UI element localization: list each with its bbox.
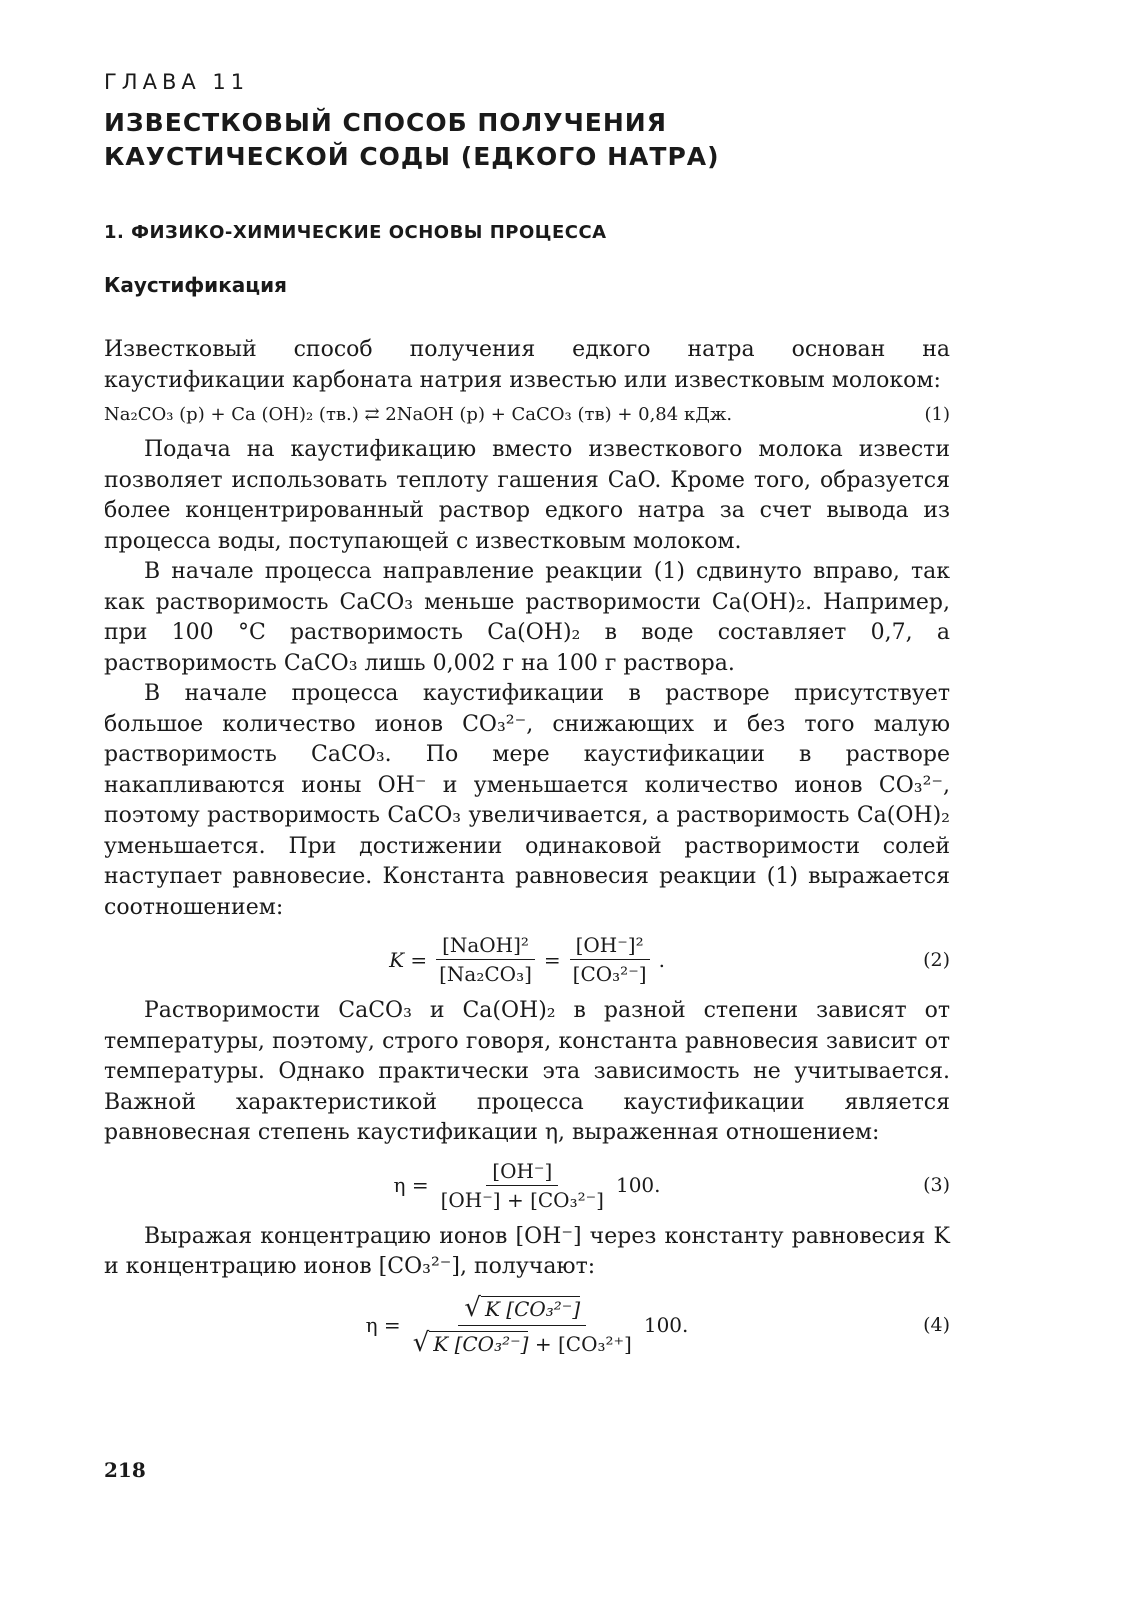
equation-4-denominator-root-symbol: √	[412, 1327, 430, 1358]
equation-1-number: (1)	[924, 404, 950, 425]
paragraph-express-concentration: Выражая концентрацию ионов [OH⁻] через константу равновесия K и концентрацию ионов [CO₃²⁻], получают:	[104, 1223, 950, 1279]
equation-3-numerator: [OH⁻]	[486, 1159, 558, 1186]
equation-1-text: Na₂CO₃ (р) + Ca (OH)₂ (тв.) ⇄ 2NaOH (р) + CaCO₃ (тв) + 0,84 кДж.	[104, 404, 733, 425]
equation-4-numerator-radicand: K [CO₃²⁻]	[481, 1296, 580, 1321]
equation-4-numerator	[458, 1293, 586, 1326]
equation-1	[104, 404, 950, 425]
equation-3-denominator: [OH⁻] + [CO₃²⁻]	[440, 1187, 604, 1212]
paragraph-lime-supply: Подача на каустификацию вместо известкового молока извести позволяет использовать теплоту гашения CaO. Кроме того, образуется более концентрированный раствор едкого натра за счет вывода из процесса воды, поступающей с известковым молоком.	[104, 437, 950, 554]
section-title: 1. ФИЗИКО-ХИМИЧЕСКИЕ ОСНОВЫ ПРОЦЕССА	[104, 222, 607, 243]
page-content	[104, 60, 950, 1368]
equation-2-equals: =	[543, 947, 561, 972]
equation-4-denominator-tail: + [CO₃²⁺]	[534, 1331, 632, 1356]
chapter-label: ГЛАВА 11	[104, 70, 250, 94]
equation-4-tail: 100.	[643, 1313, 689, 1337]
equation-4-denominator-radicand: K [CO₃²⁻]	[429, 1331, 528, 1356]
equation-4-fraction	[407, 1293, 638, 1358]
paragraph-equilibrium: В начале процесса каустификации в растворе присутствует большое количество ионов CO₃²⁻, снижающих и без того малую растворимость CaCO₃. По мере каустификации в растворе накапливаются ионы OH⁻ и уменьшается количество ионов CO₃²⁻, поэтому растворимость CaCO₃ увеличивается, а растворимость Ca(OH)₂ уменьшается. При достижении одинаковой растворимости солей наступает равновесие. Константа равновесия реакции (1) выражается соотношением:	[104, 681, 950, 920]
equation-2-fraction-2	[567, 933, 653, 986]
equation-2-fraction-2-numerator: [OH⁻]²	[570, 933, 650, 960]
equation-2-fraction-2-denominator: [CO₃²⁻]	[572, 962, 647, 986]
chapter-title-line2: КАУСТИЧЕСКОЙ СОДЫ (ЕДКОГО НАТРА)	[104, 142, 720, 171]
paragraph-reaction-direction: В начале процесса направление реакции (1) сдвинуто вправо, так как растворимость CaCO₃ меньше растворимости Ca(OH)₂. Например, при 100 °C растворимость Ca(OH)₂ в воде составляет 0,7, а растворимость CaCO₃ лишь 0,002 г на 100 г раствора.	[104, 559, 950, 676]
equation-3-number: (3)	[923, 1174, 950, 1196]
equation-2-tail: .	[658, 947, 665, 972]
subsection-title: Каустификация	[104, 273, 287, 297]
equation-3	[104, 1159, 950, 1212]
equation-4-numerator-root-symbol: √	[464, 1292, 481, 1323]
equation-4	[104, 1293, 950, 1358]
equation-3-tail: 100.	[615, 1173, 661, 1197]
equation-2-number: (2)	[923, 948, 950, 971]
equation-2	[104, 933, 950, 986]
equation-4-denominator	[407, 1326, 638, 1358]
equation-2-fraction-1-numerator: [NaOH]²	[436, 933, 535, 960]
equation-3-lhs: η =	[393, 1173, 429, 1197]
page-number: 218	[104, 1458, 146, 1482]
chapter-title	[104, 106, 950, 174]
equation-2-fraction-1	[433, 933, 538, 986]
equation-2-fraction-1-denominator: [Na₂CO₃]	[439, 962, 532, 986]
equation-2-lhs: K =	[389, 947, 428, 972]
equation-3-fraction	[435, 1159, 610, 1212]
equation-4-lhs: η =	[365, 1313, 401, 1337]
paragraph-degree-of-caustification: Растворимости CaCO₃ и Ca(OH)₂ в разной степени зависят от температуры, поэтому, строго говоря, константа равновесия зависит от температуры. Однако практически эта зависимость не учитывается. Важной характеристикой процесса каустификации является равновесная степень каустификации η, выраженная отношением:	[104, 998, 950, 1145]
equation-4-number: (4)	[923, 1314, 950, 1336]
chapter-title-line1: ИЗВЕСТКОВЫЙ СПОСОБ ПОЛУЧЕНИЯ	[104, 108, 667, 137]
paragraph-intro: Известковый способ получения едкого натра основан на каустификации карбоната натрия известью или известковым молоком:	[104, 337, 950, 393]
